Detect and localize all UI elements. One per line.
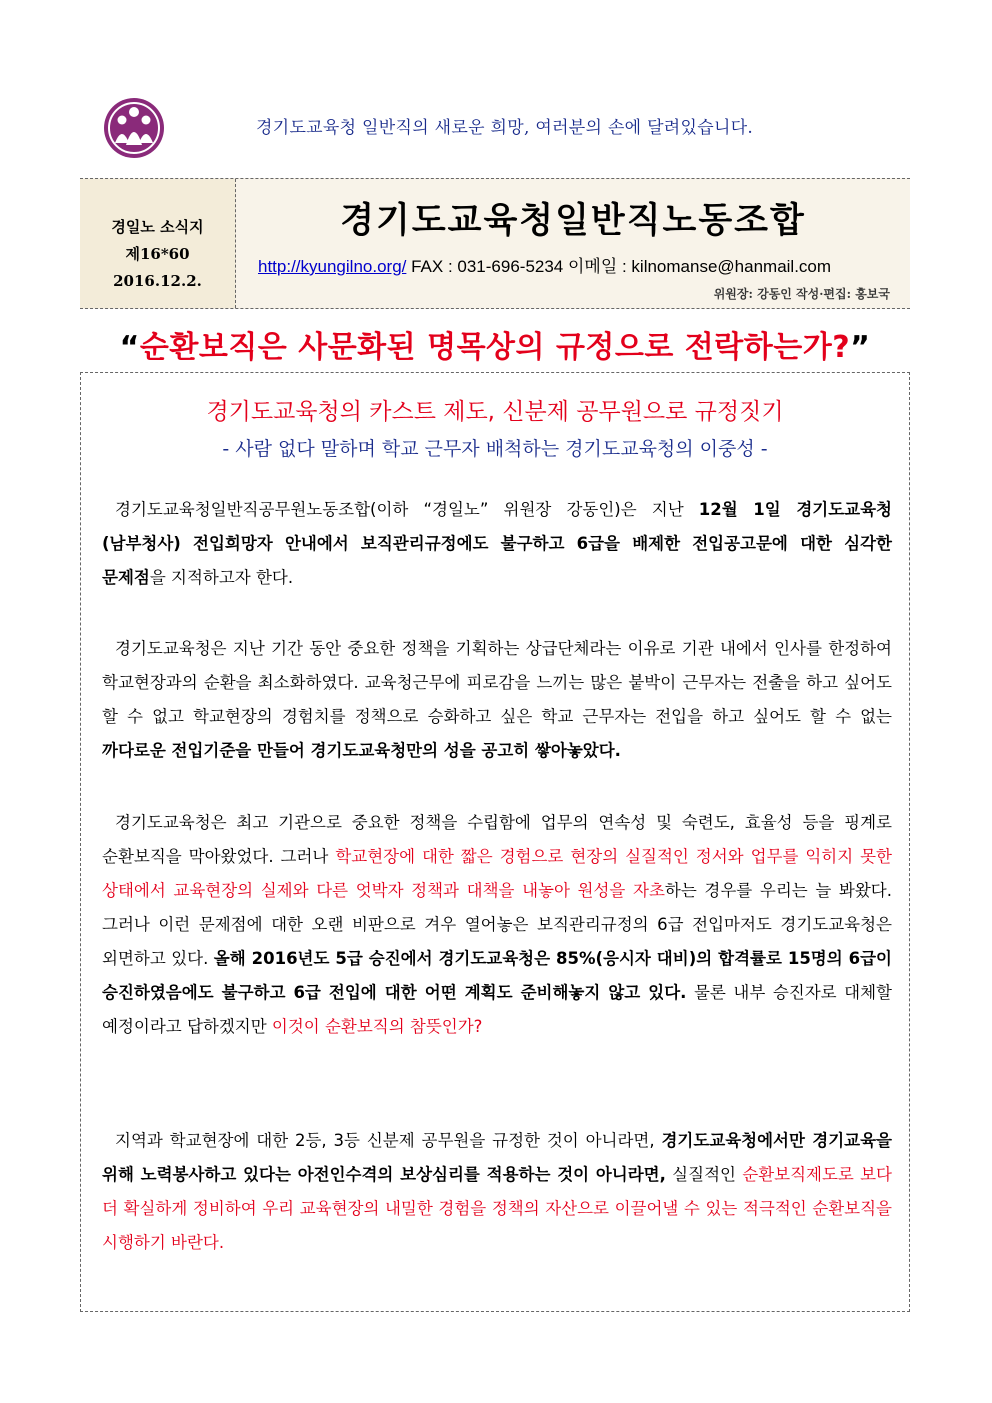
issue-box bbox=[80, 179, 236, 308]
headline-text: 순환보직은 사문화된 명목상의 규정으로 전락하는가? bbox=[139, 330, 851, 365]
officers-line: 위원장: 강동인 작성·편집: 홍보국 bbox=[713, 287, 890, 301]
slogan: 경기도교육청 일반직의 새로운 희망, 여러분의 손에 달려있습니다. bbox=[256, 118, 754, 138]
paragraph-2: 경기도교육청은 지난 기간 동안 중요한 정책을 기획하는 상급단체라는 이유로 기관 내에서 인사를 한정하여 학교현장과의 순환을 최소화하였다. 교육청근무에 피로감을 느끼는 많은 붙박이 근무자는 전출을 하고 싶어도 할 수 없고 학교현장의 경험치를 정책으로 승화하고 싶은 학교 근무자는 전입을 하고 싶어도 할 수 없는 까다로운 전입기준을 만들어 경기도교육청만의 성을 공고히 쌓아놓았다. bbox=[102, 639, 893, 760]
org-name: 경기도교육청일반직노동조합 bbox=[340, 201, 806, 241]
newsletter-name: 경일노 소식지 bbox=[111, 218, 204, 236]
website-link[interactable]: http://kyungilno.org/ bbox=[258, 257, 407, 276]
article-subtitle-secondary: - 사람 없다 말하며 학교 근무자 배척하는 경기도교육청의 이중성 - bbox=[222, 438, 768, 460]
union-logo-icon bbox=[103, 97, 165, 159]
article-box bbox=[80, 372, 910, 1312]
paragraph-3: 경기도교육청은 최고 기관으로 중요한 정책을 수립함에 업무의 연속성 및 숙련도, 효율성 등을 핑계로 순환보직을 막아왔었다. 그러나 학교현장에 대한 짧은 경험으로 현장의 실질적인 정서와 업무를 익히지 못한 상태에서 교육현장의 실제와 다른 엇박자 정책과 대책을 내놓아 원성을 자초하는 경우를 우리는 늘 봐왔다. 그러나 이런 문제점에 대한 오랜 비판으로 겨우 열어놓은 보직관리규정의 6급 전입마저도 경기도교육청은 외면하고 있다. 올해 2016년도 5급 승진에서 경기도교육청은 85%(응시자 대비)의 합격률로 15명의 6급이 승진하였음에도 불구하고 6급 전입에 대한 어떤 계획도 준비해놓지 않고 있다. 물론 내부 승진자로 대체할 예정이라고 답하겠지만 이것이 순환보직의 참뜻인가? bbox=[102, 813, 892, 1036]
masthead bbox=[80, 178, 910, 309]
contact-line bbox=[258, 252, 831, 277]
paragraph-4: 지역과 학교현장에 대한 2등, 3등 신분제 공무원을 규정한 것이 아니라면, 경기도교육청에서만 경기교육을 위해 노력봉사하고 있다는 아전인수격의 보상심리를 적용하는 것이 아니라면, 실질적인 순환보직제도로 보다 더 확실하게 정비하여 우리 교육현장의 내밀한 경험을 정책의 자산으로 이끌어낼 수 있는 적극적인 순환보직을 시행하기 바란다. bbox=[102, 1131, 892, 1252]
contact-info: FAX : 031-696-5234 이메일 : kilnomanse@hanmail.com bbox=[406, 257, 832, 276]
issue-date: 2016.12.2. bbox=[113, 272, 202, 290]
headline-close-quote: ” bbox=[850, 330, 871, 365]
headline bbox=[80, 322, 910, 366]
paragraph-1: 경기도교육청일반직공무원노동조합(이하 “경일노” 위원장 강동인)은 지난 12월 1일 경기도교육청(남부청사) 전입희망자 안내에서 보직관리규정에도 불구하고 6급을 배제한 전입공고문에 대한 심각한 문제점을 지적하고자 한다. bbox=[102, 500, 892, 587]
article-subtitle: 경기도교육청의 카스트 제도, 신분제 공무원으로 규정짓기 bbox=[206, 399, 784, 425]
headline-open-quote: “ bbox=[119, 330, 140, 365]
issue-number: 제16*60 bbox=[125, 245, 190, 263]
